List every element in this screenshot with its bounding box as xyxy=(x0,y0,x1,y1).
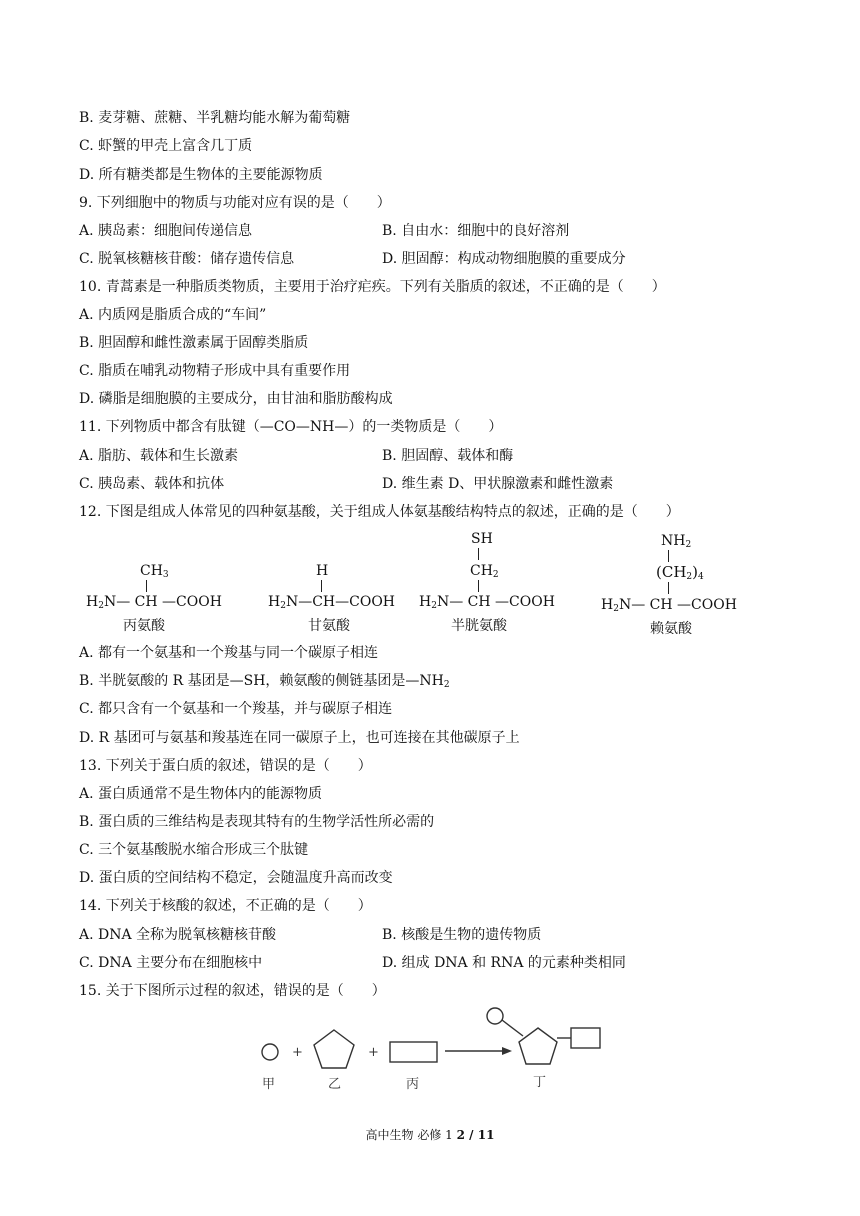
alanine-bond xyxy=(146,580,147,592)
question-15: 15. 关于下图所示过程的叙述，错误的是（ ） xyxy=(79,983,386,999)
option-14a: A. DNA 全称为脱氧核糖核苷酸 xyxy=(79,927,277,943)
product-phosphate-icon xyxy=(487,1008,503,1024)
alanine-r-group: $CH_3$ xyxy=(140,563,169,580)
glycine-r-group: H xyxy=(316,563,329,579)
glycine-name: 甘氨酸 xyxy=(308,618,350,634)
page-footer xyxy=(0,1126,860,1143)
label-yi: 乙 xyxy=(328,1077,342,1092)
option-12c: C. 都只含有一个氨基和一个羧基，并与碳原子相连 xyxy=(79,701,393,717)
option-8c: C. 虾蟹的甲壳上富含几丁质 xyxy=(79,138,253,154)
pentose-pentagon-icon xyxy=(314,1030,354,1068)
option-14d: D. 组成 DNA 和 RNA 的元素种类相同 xyxy=(382,955,626,971)
cysteine-name: 半胱氨酸 xyxy=(451,618,507,634)
footer-subject: 高中生物 必修 1 xyxy=(365,1128,457,1142)
cysteine-backbone: $H_2N—$ CH —COOH xyxy=(419,594,555,611)
label-jia: 甲 xyxy=(262,1077,276,1092)
option-11c: C. 胰岛素、载体和抗体 xyxy=(79,476,225,492)
option-8b: B. 麦芽糖、蔗糖、半乳糖均能水解为葡萄糖 xyxy=(79,110,351,126)
option-9a: A. 胰岛素：细胞间传递信息 xyxy=(79,223,253,239)
product-pentose-icon xyxy=(519,1028,557,1064)
option-14b: B. 核酸是生物的遗传物质 xyxy=(382,927,542,943)
label-bing: 丙 xyxy=(406,1077,420,1092)
option-8d: D. 所有糖类都是生物体的主要能源物质 xyxy=(79,167,323,183)
cysteine-r-top: SH xyxy=(471,531,493,547)
alanine-backbone: $H_2N—$ CH —COOH xyxy=(86,594,222,611)
option-10c: C. 脂质在哺乳动物精子形成中具有重要作用 xyxy=(79,363,351,379)
phosphate-circle-icon xyxy=(262,1044,278,1060)
option-12b: B. 半胱氨酸的 R 基团是—SH，赖氨酸的侧链基团是$—NH_2$ xyxy=(79,673,450,690)
lysine-bond xyxy=(668,582,669,594)
lysine-backbone: $H_2N—$ CH —COOH xyxy=(601,597,737,614)
option-9d: D. 胆固醇：构成动物细胞膜的重要成分 xyxy=(382,251,626,267)
option-9b: B. 自由水：细胞中的良好溶剂 xyxy=(382,223,570,239)
label-ding: 丁 xyxy=(533,1075,547,1090)
glycine-bond xyxy=(321,580,322,592)
question-14: 14. 下列关于核酸的叙述，不正确的是（ ） xyxy=(79,898,372,914)
lysine-r-top: $NH_2$ xyxy=(661,533,692,550)
lysine-r-group: $(CH_2)_4$ xyxy=(656,563,704,582)
option-11a: A. 脂肪、载体和生长激素 xyxy=(79,448,239,464)
cysteine-bond-top xyxy=(478,548,479,560)
option-13a: A. 蛋白质通常不是生物体内的能源物质 xyxy=(79,786,323,802)
option-10a: A. 内质网是脂质合成的“车间” xyxy=(79,307,267,323)
plus-sign-2: + xyxy=(368,1045,379,1060)
plus-sign-1: + xyxy=(292,1045,303,1060)
question-9: 9. 下列细胞中的物质与功能对应有误的是（ ） xyxy=(79,195,391,211)
alanine-name: 丙氨酸 xyxy=(123,618,165,634)
lysine-name: 赖氨酸 xyxy=(650,621,692,637)
option-10d: D. 磷脂是细胞膜的主要成分，由甘油和脂肪酸构成 xyxy=(79,391,393,407)
question-13: 13. 下列关于蛋白质的叙述，错误的是（ ） xyxy=(79,758,372,774)
option-14c: C. DNA 主要分布在细胞核中 xyxy=(79,955,263,971)
glycine-backbone: $H_2N—CH—COOH$ xyxy=(268,594,395,611)
product-base-icon xyxy=(571,1028,600,1048)
cysteine-bond xyxy=(478,580,479,592)
option-11b: B. 胆固醇、载体和酶 xyxy=(382,448,514,464)
question-11: 11. 下列物质中都含有肽键（—CO—NH—）的一类物质是（ ） xyxy=(79,419,503,435)
option-9c: C. 脱氧核糖核苷酸：储存遗传信息 xyxy=(79,251,295,267)
footer-page-number: 2 / 11 xyxy=(456,1128,495,1142)
option-10b: B. 胆固醇和雌性激素属于固醇类脂质 xyxy=(79,335,309,351)
question-12: 12. 下图是组成人体常见的四种氨基酸，关于组成人体氨基酸结构特点的叙述，正确的是（ ） xyxy=(79,504,680,520)
option-13c: C. 三个氨基酸脱水缩合形成三个肽键 xyxy=(79,842,309,858)
lysine-bond-top xyxy=(668,550,669,562)
option-13d: D. 蛋白质的空间结构不稳定，会随温度升高而改变 xyxy=(79,870,393,886)
option-11d: D. 维生素 D、甲状腺激素和雌性激素 xyxy=(382,476,614,492)
arrow-right-icon xyxy=(445,1047,512,1055)
question-10: 10. 青蒿素是一种脂质类物质，主要用于治疗疟疾。下列有关脂质的叙述，不正确的是（ ） xyxy=(79,279,666,295)
cysteine-r-group: $CH_2$ xyxy=(470,563,499,580)
option-13b: B. 蛋白质的三维结构是表现其特有的生物学活性所必需的 xyxy=(79,814,435,830)
option-12d: D. R 基团可与氨基和羧基连在同一碳原子上，也可连接在其他碳原子上 xyxy=(79,730,520,746)
base-rectangle-icon xyxy=(390,1042,437,1062)
nucleotide-diagram xyxy=(0,1005,860,1105)
option-12a: A. 都有一个氨基和一个羧基与同一个碳原子相连 xyxy=(79,645,379,661)
